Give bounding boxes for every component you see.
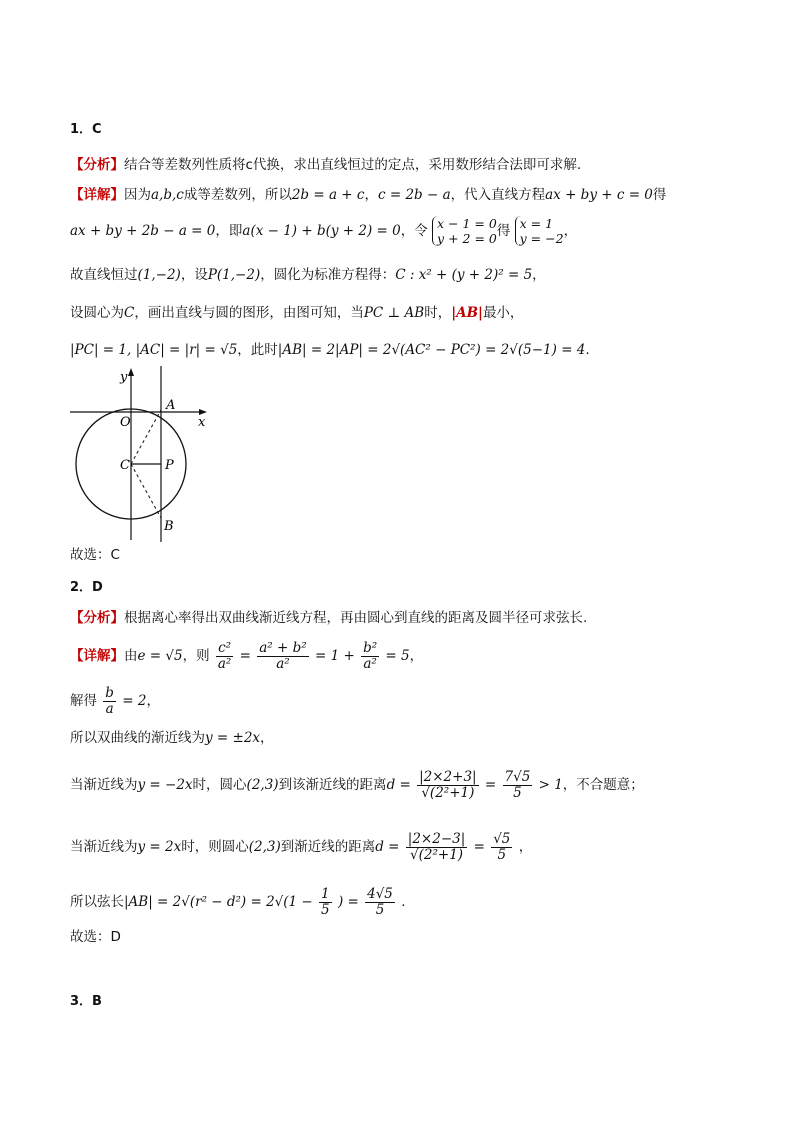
math: = 2: [122, 693, 147, 709]
text: 时，: [424, 305, 452, 321]
fraction: [257, 641, 308, 672]
label-x: x: [198, 415, 206, 430]
denominator: a²: [276, 655, 290, 672]
text: 设圆心为: [70, 305, 124, 321]
text: 由: [124, 648, 138, 664]
math: d =: [375, 839, 400, 855]
q2-detail-line-1: [70, 638, 423, 674]
math: |AB|: [451, 305, 483, 321]
text: ，: [146, 693, 160, 709]
fraction: [491, 832, 512, 863]
q1-number: 1．C: [70, 122, 102, 137]
math: d =: [386, 777, 411, 793]
denominator: a²: [217, 655, 232, 672]
math: |AB| = 2|AP| = 2√(AC² − PC²) = 2√(5−1) = 4: [277, 342, 586, 358]
math: =: [239, 648, 251, 664]
label-y: y: [120, 370, 128, 385]
text: ，: [260, 730, 274, 746]
numerator: 1: [321, 885, 330, 902]
math: PC ⊥ AB: [363, 305, 425, 321]
q1-detail-line-2: [70, 214, 577, 248]
q1-detail-line-5: [70, 340, 590, 360]
numerator: b²: [363, 639, 378, 656]
text: 当渐近线为: [70, 839, 138, 855]
label-A: A: [166, 398, 176, 413]
denominator: √(2²+1): [410, 846, 464, 863]
q2-detail-line-4: [70, 766, 644, 804]
q1-analysis-text: 结合等差数列性质将c代换，求出直线恒过的定点，采用数形结合法即可求解.: [124, 157, 582, 173]
q2-detail-line-3: [70, 728, 274, 748]
text: ，: [518, 839, 533, 855]
label-O: O: [120, 415, 131, 430]
denominator: 5: [513, 784, 522, 801]
math: y = −2x: [137, 777, 193, 793]
denominator: a: [105, 700, 114, 717]
text: ，不合题意；: [562, 777, 644, 793]
math: y = 2x: [137, 839, 182, 855]
text: ，令: [400, 223, 428, 239]
text: ，圆化为标准方程得：: [260, 267, 396, 283]
numerator: c²: [216, 641, 233, 657]
math: a,b,c: [151, 187, 184, 203]
text: ，此时: [237, 342, 278, 358]
text: 最小，: [482, 305, 524, 321]
q1-detail-line-3: [70, 265, 546, 285]
text: 得: [652, 187, 667, 203]
q2-detail-line-5: [70, 828, 532, 866]
text: 因为: [124, 187, 151, 203]
numerator: 7√5: [504, 768, 531, 785]
text: 到渐近线的距离: [280, 839, 376, 855]
math: = 1 +: [314, 648, 355, 664]
text: ，画出直线与圆的图形，由图可知，当: [134, 305, 364, 321]
segment-CB: [131, 464, 161, 518]
text: 解得: [70, 693, 97, 709]
y-axis-arrow: [128, 368, 134, 376]
text: ，则: [182, 648, 210, 664]
fraction: [361, 641, 379, 672]
q2-number: 2．D: [70, 580, 103, 595]
text: 到该渐近线的距离: [278, 777, 387, 793]
numerator: a² + b²: [259, 639, 307, 656]
math: P(1,−2): [207, 267, 261, 283]
text: ，: [563, 223, 578, 239]
math: > 1: [538, 777, 563, 793]
math: e = √5: [137, 648, 183, 664]
math: (1,−2): [137, 267, 181, 283]
fraction: [365, 887, 395, 918]
text: 时，则圆心: [181, 839, 249, 855]
q1-detail-line-4: [70, 303, 523, 323]
math: =: [484, 777, 497, 793]
q2-answer: 故选：D: [70, 929, 121, 945]
math: = 5: [385, 648, 410, 664]
text: ，代入直线方程: [450, 187, 546, 203]
q2-detail-tag: 【详解】: [70, 648, 124, 664]
fraction: [216, 641, 233, 672]
q2-detail-line-6: [70, 884, 405, 920]
q2-analysis-text: 根据离心率得出双曲线渐近线方程，再由圆心到直线的距离及圆半径可求弦长.: [124, 610, 588, 626]
label-B: B: [164, 519, 174, 534]
q2-analysis: [70, 608, 587, 628]
denominator: a²: [363, 655, 377, 672]
fraction: [503, 770, 533, 801]
math: c = 2b − a: [377, 187, 451, 203]
math: a(x − 1) + b(y + 2) = 0: [242, 223, 401, 239]
text: ，即: [215, 223, 243, 239]
fraction: [319, 887, 332, 918]
denominator: 5: [375, 901, 385, 918]
text: 时，圆心: [192, 777, 247, 793]
segment-CA: [131, 410, 161, 464]
text: ，: [409, 648, 424, 664]
q1-analysis: [70, 155, 581, 175]
numerator: |2×2−3|: [407, 830, 466, 847]
q1-detail-tag: 【详解】: [70, 187, 124, 203]
fraction: [103, 686, 116, 717]
math: |AB| = 2√(r² − d²) = 2√(1 −: [124, 894, 313, 910]
math: (2,3): [246, 777, 279, 793]
math: |PC| = 1, |AC| = |r| = √5: [70, 342, 238, 358]
label-P: P: [165, 458, 174, 473]
label-C: C: [120, 458, 130, 473]
fraction: [417, 770, 479, 801]
text: 得: [496, 223, 511, 239]
q2-analysis-tag: 【分析】: [70, 610, 124, 626]
text: 故直线恒过: [70, 267, 138, 283]
sys-row: x = 1: [519, 216, 554, 231]
math: =: [473, 839, 485, 855]
math: 2b = a + c: [291, 187, 365, 203]
text: ，: [364, 187, 378, 203]
math: y = ±2x: [205, 730, 261, 746]
text: ，: [532, 267, 546, 283]
text: 所以双曲线的渐近线为: [70, 730, 205, 746]
math: ax + by + 2b − a = 0: [70, 223, 216, 239]
text: 成等差数列，所以: [183, 187, 292, 203]
denominator: √(2²+1): [421, 784, 475, 801]
q3-number: 3．B: [70, 994, 102, 1009]
math: ) =: [337, 894, 359, 910]
numerator: b: [105, 684, 114, 701]
sys-row: y + 2 = 0: [437, 231, 497, 246]
text: .: [585, 342, 590, 358]
circle-line-figure: [68, 366, 218, 542]
denominator: 5: [497, 846, 507, 863]
text: ，设: [180, 267, 208, 283]
math: ax + by + c = 0: [545, 187, 653, 203]
sys-row: y = −2: [519, 231, 564, 246]
equation-system-2: [515, 216, 564, 246]
q1-answer: 故选：C: [70, 547, 120, 563]
math: (2,3): [248, 839, 281, 855]
q2-detail-line-2: [70, 683, 160, 719]
text: .: [401, 894, 406, 910]
numerator: 4√5: [367, 885, 393, 902]
denominator: 5: [321, 901, 330, 918]
text: 所以弦长: [70, 894, 124, 910]
text: 当渐近线为: [70, 777, 138, 793]
math: C : x² + (y + 2)² = 5: [395, 267, 533, 283]
sys-row: x − 1 = 0: [437, 216, 497, 231]
math: C: [124, 305, 135, 321]
numerator: √5: [493, 830, 511, 847]
q1-detail-line-1: [70, 185, 666, 205]
fraction: [406, 832, 468, 863]
equation-system-1: [432, 216, 497, 246]
numerator: |2×2+3|: [419, 768, 477, 785]
q1-analysis-tag: 【分析】: [70, 157, 124, 173]
